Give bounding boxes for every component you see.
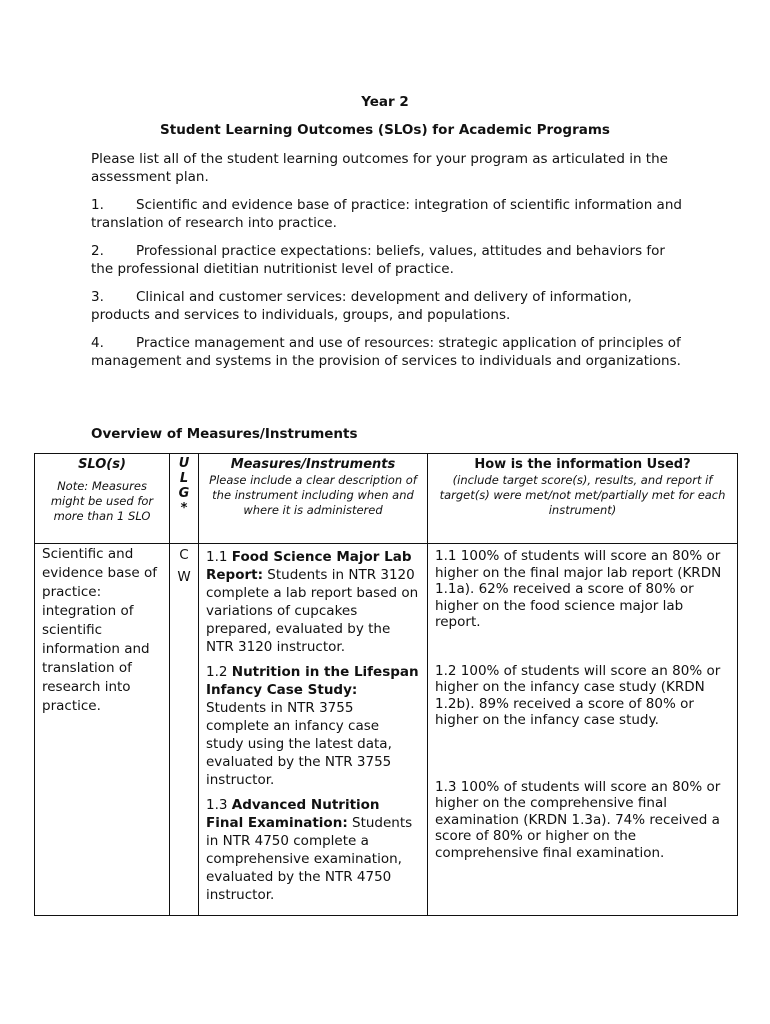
- ulg-header: [170, 454, 199, 544]
- measure-item: [206, 548, 420, 656]
- slo-header: [35, 454, 170, 544]
- outcome-text: Professional practice expectations: beliefs, values, attitudes and behaviors for the professional dietitian nutritionist level of practice.: [91, 243, 665, 277]
- table-row: [35, 544, 738, 916]
- measure-name: Nutrition in the Lifespan Infancy Case Study:: [206, 664, 419, 698]
- used-header: [428, 454, 738, 544]
- used-header-title: How is the information Used?: [474, 457, 691, 472]
- outcome-number: 2.: [91, 243, 104, 259]
- measure-number: 1.1: [206, 549, 232, 565]
- outcome-number: 1.: [91, 197, 104, 213]
- measure-item: [206, 663, 420, 789]
- outcome-item: [91, 196, 691, 232]
- measures-header-title: Measures/Instruments: [230, 457, 396, 472]
- ulg-code: W: [177, 569, 191, 585]
- measure-number: 1.3: [206, 797, 232, 813]
- intro-paragraph: Please list all of the student learning outcomes for your program as articulated in the assessment plan.: [91, 151, 668, 185]
- measure-description: Students in NTR 3120 complete a lab report based on variations of cupcakes prepared, evaluated by the NTR 3120 instructor.: [206, 567, 419, 655]
- measures-header-note: Please include a clear description of the instrument including when and where it is administered: [209, 473, 417, 517]
- result-item: 1.3 100% of students will score an 80% or higher on the comprehensive final examination (KRDN 1.3a). 74% received a score of 80% or higher on the comprehensive final examination.: [435, 778, 721, 861]
- ulg-letter: U: [178, 456, 190, 471]
- ulg-code: C: [179, 547, 189, 563]
- outcome-item: [91, 288, 691, 324]
- measure-item: [206, 796, 420, 904]
- year-heading: Year 2: [361, 94, 409, 110]
- result-item: 1.2 100% of students will score an 80% or higher on the infancy case study (KRDN 1.2b). 89% received a score of 80% or higher on the infancy case study.: [435, 662, 721, 728]
- slo-header-title: SLO(s): [78, 457, 126, 472]
- slo-header-note: Note: Measures might be used for more than 1 SLO: [50, 479, 154, 523]
- measure-name: Food Science Major Lab Report:: [206, 549, 412, 583]
- slo-cell: Scientific and evidence base of practice: integration of scientific information and translation of research into practice.: [35, 544, 170, 916]
- outcome-text: Scientific and evidence base of practice: integration of scientific information and translation of research into practice.: [91, 197, 682, 231]
- outcome-item: [91, 334, 691, 370]
- ulg-letter: L: [179, 471, 189, 486]
- measures-header: [199, 454, 428, 544]
- measures-cell: [199, 544, 428, 916]
- measure-description: Students in NTR 4750 complete a comprehensive examination, evaluated by the NTR 4750 instructor.: [206, 815, 413, 903]
- ulg-letter: *: [180, 501, 188, 516]
- outcome-number: 3.: [91, 289, 104, 305]
- measure-number: 1.2: [206, 664, 232, 680]
- table-header-row: [35, 454, 738, 544]
- measure-name: Advanced Nutrition Final Examination:: [206, 797, 380, 831]
- measure-description: Students in NTR 3755 complete an infancy case study using the latest data, evaluated by the NTR 3755 instructor.: [206, 700, 392, 788]
- outcome-item: [91, 242, 691, 278]
- outcome-number: 4.: [91, 335, 104, 351]
- overview-heading: Overview of Measures/Instruments: [91, 426, 358, 442]
- results-cell: [428, 544, 738, 916]
- page-title: Student Learning Outcomes (SLOs) for Academic Programs: [160, 122, 610, 138]
- measures-table: [34, 453, 738, 916]
- outcome-text: Clinical and customer services: development and delivery of information, products and services to individuals, groups, and populations.: [91, 289, 632, 323]
- result-item: 1.1 100% of students will score an 80% or higher on the final major lab report (KRDN 1.1a). 62% received a score of 80% or higher on the food science major lab report.: [435, 548, 722, 630]
- ulg-codes-cell: [170, 544, 199, 916]
- outcome-text: Practice management and use of resources: strategic application of principles of management and systems in the provision of services to individuals and organizations.: [91, 335, 681, 369]
- ulg-letter: G: [178, 486, 190, 501]
- used-header-note: (include target score(s), results, and report if target(s) were met/not met/partially met for each instrument): [439, 473, 726, 517]
